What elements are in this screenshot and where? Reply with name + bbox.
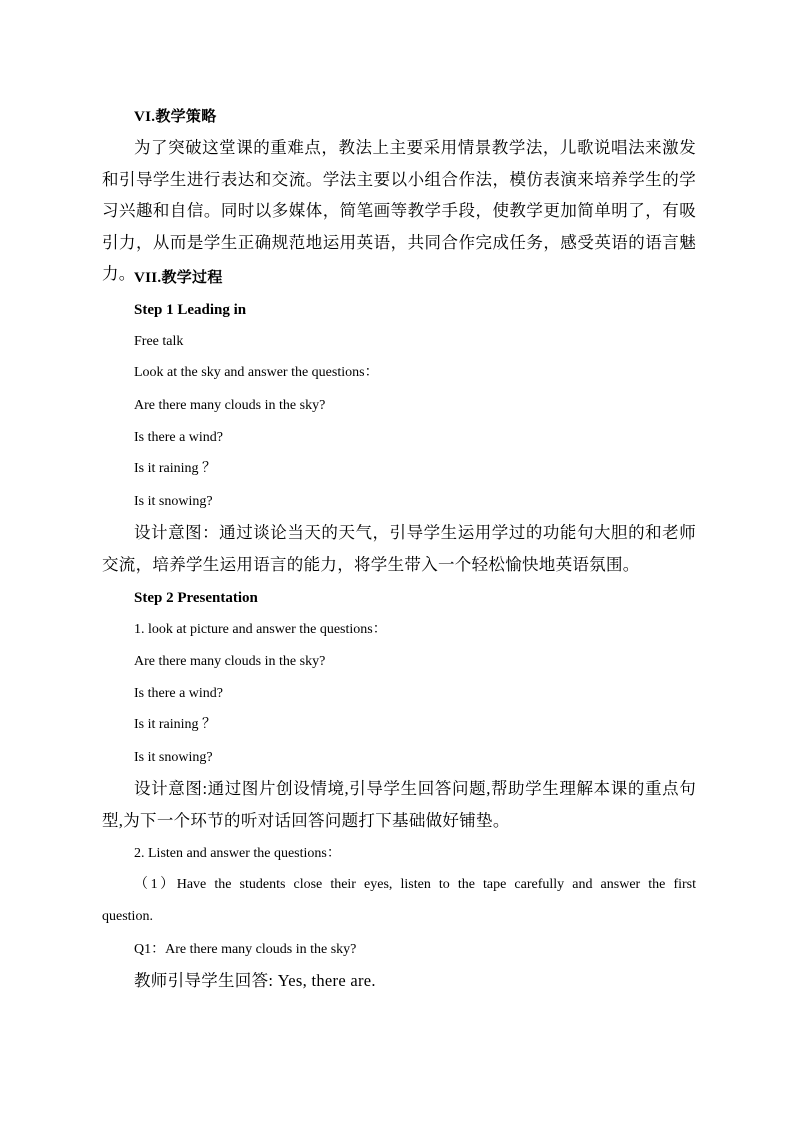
step2-question-4: Is it snowing? [134,750,213,765]
step2-question-q1: Q1：Are there many clouds in the sky? [134,942,357,957]
step2-sub-step-1: （1）Have the students close their eyes, listen to the tape carefully and answer the first question. [102,877,696,924]
step2-design-intent: 设计意图:通过图片创设情境,引导学生回答问题,帮助学生理解本课的重点句型,为下一个环节的听对话回答问题打下基础做好铺垫。 [102,779,696,830]
step1-free-talk: Free talk [134,334,184,349]
step1-question-4: Is it snowing? [134,494,213,509]
step1-heading: Step 1 Leading in [134,302,247,318]
section-heading-teaching-strategy: VI.教学策略 [134,109,217,125]
step2-teacher-guide: 教师引导学生回答: Yes, there are. [134,971,376,990]
step1-question-2: Is there a wind? [134,430,224,445]
step2-listen-instruction: 2. Listen and answer the questions： [134,846,341,861]
teaching-strategy-paragraph: 为了突破这堂课的重难点，教法上主要采用情景教学法，儿歌说唱法来激发和引导学生进行表达和交流。学法主要以小组合作法，模仿表演来培养学生的学习兴趣和自信。同时以多媒体，简笔画等教学手段，使教学更加简单明了，有吸引力，从而是学生正确规范地运用英语，共同合作完成任务，感受英语的语言魅力。 [102,138,696,283]
step1-question-1: Are there many clouds in the sky? [134,398,326,413]
step2-heading: Step 2 Presentation [134,590,258,606]
step2-question-2: Is there a wind? [134,686,224,701]
section-heading-teaching-process: VII.教学过程 [134,270,223,286]
step1-design-intent: 设计意图：通过谈论当天的天气，引导学生运用学过的功能句大胆的和老师交流，培养学生运用语言的能力，将学生带入一个轻松愉快地英语氛围。 [102,523,696,574]
step2-instruction: 1. look at picture and answer the questions： [134,622,387,637]
step2-question-1: Are there many clouds in the sky? [134,654,326,669]
step1-instruction: Look at the sky and answer the questions： [134,365,379,380]
step2-question-3: Is it raining ？ [134,717,217,732]
step1-question-3: Is it raining ？ [134,461,217,476]
